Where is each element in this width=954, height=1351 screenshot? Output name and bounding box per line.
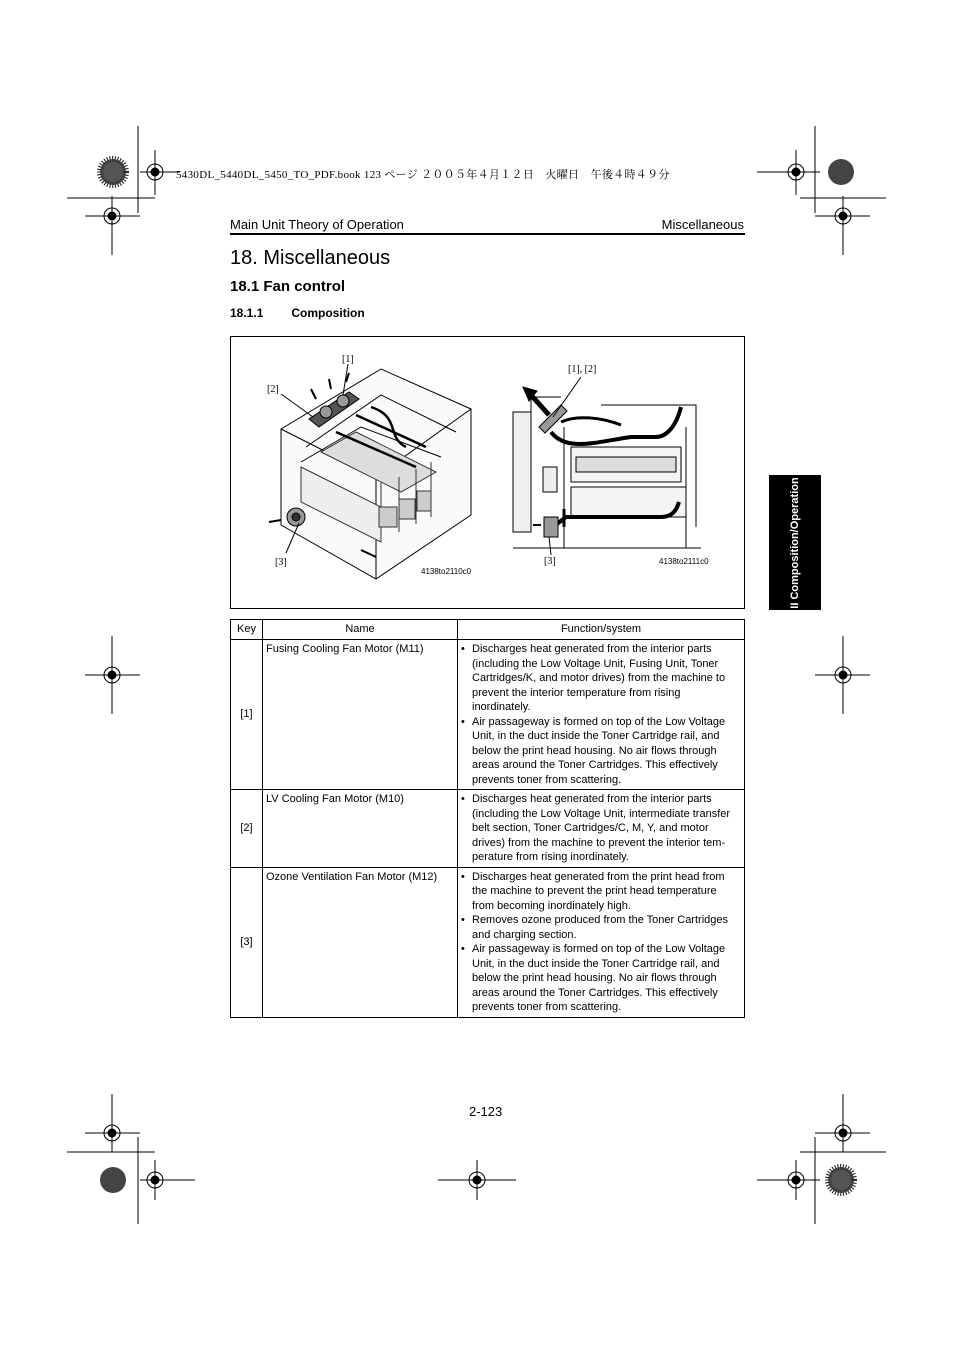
subsubsection-number: 18.1.1 <box>230 306 264 320</box>
function-bullet: • Air passageway is formed on top of the Low Voltage Unit, in the duct inside the Toner Cartridge rail, and below the print head housing. No air flows through areas around the Toner Cartridges. This effectively prevents toner from scattering. <box>461 715 741 788</box>
fan-composition-figure <box>230 336 745 609</box>
fig-left-label-3: [3] <box>275 557 287 568</box>
row-key: [2] <box>231 790 263 868</box>
row-key: [3] <box>231 867 263 1017</box>
table-row <box>231 640 745 790</box>
chapter-side-tab <box>769 475 821 610</box>
row-function <box>458 867 745 1017</box>
table-row <box>231 790 745 868</box>
col-header-key: Key <box>231 620 263 640</box>
function-bullet: • Removes ozone produced from the Toner Cartridges and charging section. <box>461 913 741 942</box>
function-bullet: • Discharges heat generated from the interior parts (including the Low Voltage Unit, Fusing Unit, Toner Cartridges/K, and motor drives) from the machine to prevent the interior temperature from rising inordinately. <box>461 642 741 715</box>
fig-right-code: 4138to2111c0 <box>659 557 709 566</box>
fan-spec-table <box>230 619 745 1018</box>
row-function <box>458 640 745 790</box>
function-bullet: • Discharges heat generated from the print head from the machine to prevent the print head temperature from becoming inordinately high. <box>461 870 741 914</box>
page-number: 2-123 <box>469 1104 503 1119</box>
printer-isometric-drawing <box>269 364 471 579</box>
fig-left-code: 4138to2110c0 <box>421 567 472 576</box>
fig-right-label-12: [1], [2] <box>568 364 597 375</box>
subsubsection-label: Composition <box>291 306 365 320</box>
row-name: Fusing Cooling Fan Motor (M11) <box>263 640 458 790</box>
side-tab-label: II Composition/Operation <box>789 476 801 609</box>
row-name: LV Cooling Fan Motor (M10) <box>263 790 458 868</box>
function-bullet: • Air passageway is formed on top of the Low Voltage Unit, in the duct inside the Toner Cartridge rail, and below the print head housing. No air flows through areas around the Toner Cartridges. This effectively prevents toner from scattering. <box>461 942 741 1015</box>
figure-illustration <box>231 337 744 608</box>
row-key: [1] <box>231 640 263 790</box>
subsubsection-title <box>230 306 365 320</box>
book-file-line: 5430DL_5440DL_5450_TO_PDF.book 123 ページ ２００５年４月１２日 火曜日 午後４時４９分 <box>176 169 670 181</box>
col-header-function: Function/system <box>458 620 745 640</box>
header-rule <box>230 233 745 235</box>
fig-left-label-1: [1] <box>342 354 354 365</box>
function-bullet: • Discharges heat generated from the interior parts (including the Low Voltage Unit, intermediate transfer belt section, Toner Cartridges/C, M, Y, and motor drives) from the machine to prevent the interior tem-perature from rising inordinately. <box>461 792 741 865</box>
fig-right-label-3: [3] <box>544 556 556 567</box>
row-function <box>458 790 745 868</box>
col-header-name: Name <box>263 620 458 640</box>
fig-left-label-2: [2] <box>267 384 279 395</box>
printer-cross-section-drawing <box>513 377 701 555</box>
subsection-title: 18.1 Fan control <box>230 278 346 295</box>
table-row <box>231 867 745 1017</box>
running-header-left: Main Unit Theory of Operation <box>230 217 404 232</box>
row-name: Ozone Ventilation Fan Motor (M12) <box>263 867 458 1017</box>
table-header-row <box>231 620 745 640</box>
section-title: 18. Miscellaneous <box>230 247 391 269</box>
running-header-right: Miscellaneous <box>661 217 744 232</box>
